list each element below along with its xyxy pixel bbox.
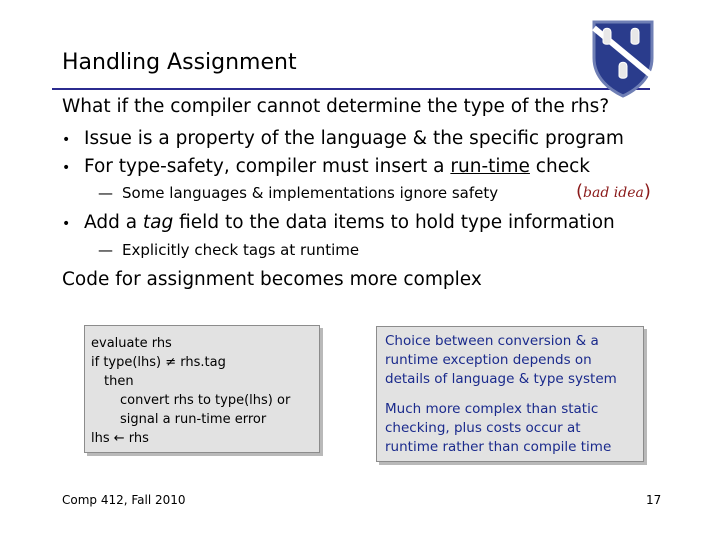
code-line: then [104,374,134,389]
code-line: if type(lhs) ≠ rhs.tag [91,355,226,370]
note-line: checking, plus costs occur at [385,420,581,436]
bullet-dot: • [62,132,71,148]
code-line: evaluate rhs [91,336,172,351]
bullet-dot: • [62,160,71,176]
bad-idea-open: ( [576,181,584,202]
bullet-3-post: field to the data items to hold type information [173,212,615,233]
question-line: What if the compiler cannot determine the type of the rhs? [62,96,610,117]
title-rule [52,88,650,90]
code-line: lhs ← rhs [91,431,149,446]
bad-idea-note [576,181,651,202]
bullet-3-pre: Add a [84,212,143,233]
sub-bullet-2-text: Explicitly check tags at runtime [122,241,360,259]
bullet-2-underlined: run-time [450,156,530,177]
code-line: convert rhs to type(lhs) or [120,393,291,408]
note-line: runtime rather than compile time [385,439,612,455]
footer-course: Comp 412, Fall 2010 [62,493,186,507]
bullet-2-pre: For type-safety, compiler must insert a [84,156,451,177]
notes-box [376,326,644,462]
bullet-2-post: check [529,156,590,177]
code-box [84,325,320,453]
note-line: details of language & type system [385,371,617,387]
university-shield-icon [590,18,656,98]
bullet-3-tag: tag [142,212,174,233]
code-line: signal a run-time error [120,412,267,427]
bullet-1-text: Issue is a property of the language & the specific program [84,128,624,149]
note-line: Choice between conversion & a [385,333,599,349]
bullet-3 [62,212,615,233]
sub-bullet-1 [98,184,498,202]
note-line: runtime exception depends on [385,352,592,368]
bad-idea-text: bad idea [583,185,644,201]
sub-bullet-2 [98,241,359,259]
bad-idea-close: ) [643,181,651,202]
summary-line: Code for assignment becomes more complex [62,269,482,290]
dash-marker: — [98,241,113,259]
note-line: Much more complex than static [385,401,599,417]
page-number: 17 [646,493,662,507]
bullet-2 [62,156,590,177]
sub-bullet-1-text: Some languages & implementations ignore safety [122,184,499,202]
slide-title: Handling Assignment [62,50,297,75]
bullet-1 [62,128,624,149]
dash-marker: — [98,184,113,202]
bullet-dot: • [62,216,71,232]
